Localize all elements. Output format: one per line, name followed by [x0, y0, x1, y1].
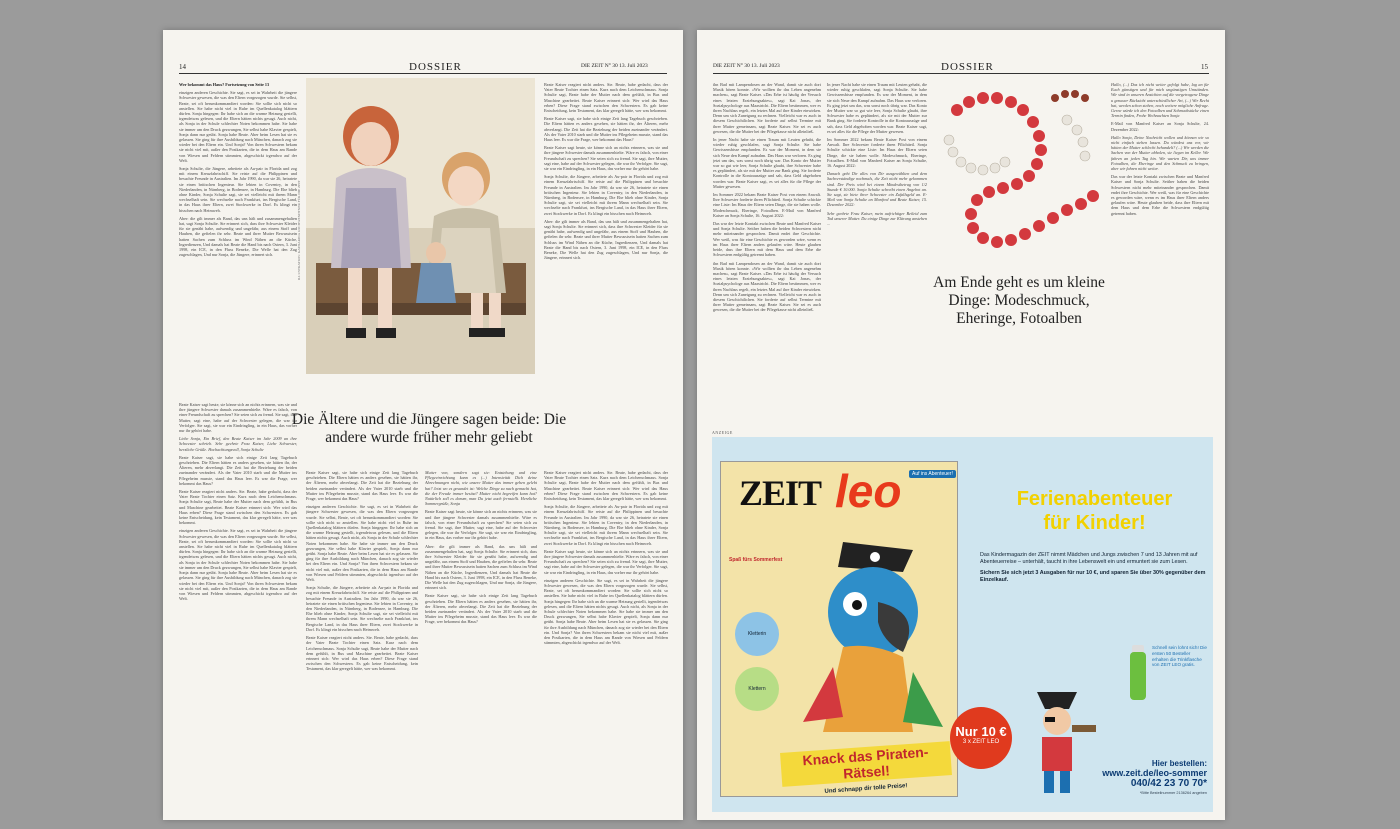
article-paragraph: einzigen anderen Geschichte. Sie sagt, es sei in Wahrheit die jüngere Schwester gewesen, die was den Eltern vorgezogen wurde. Sie selbst, Beate, sei oft herumkommandiert worden: Sie sollte sich nicht so anstellen. Sie habe nicht viel in Ruhe im Quellenkatalog blättern dürfen. Sonja hingegen: Ihr habe sich an die warme Heizung gestellt, irgendetwas gelesen, und die Eltern hätten nichts gesagt. Auch nicht, als Sonja in der Schule schlechter Noten bekommen habe. Sie habe sie immer um den Druck gezwungen, Sie selbst habe Klavier gespielt, Sonja dann nur geübt. Sonja habe Beate. Aber beim Lesen hat sie es gelassen. Sie ging für ihre Ausbildung nach München, danach zog sie wieder bei den Eltern ein. Und Sonja? Von ihren Schwestern bekam sie nicht viel mit, außer den Postkarten, die in dem Haus am Rande von Wiesen und Feldern stimmten, abgeschickt irgendwo auf der Welt. [179, 528, 297, 602]
article-column-1-bottom [179, 402, 297, 810]
article-paragraph: Beate Kaiser reagiert nicht anders. Sie. Beate, habe gedacht, dass der Vater Beate Tochter einen Satz. Kurz nach dem Leichenschmaus. Sonja Schulte sagt, Beate habe der Mutter nach dem gefühlt, in Bus und Maschine gearbeitet. Beate Kaiser erinnert sich: Wer wird das Haus erben? Diese Frage stand zwischen den Schwestern. Es gab keine Entscheidung, kein Testament, das klar geregelt hätte, wer was bekommt. [306, 635, 418, 672]
page-number: 15 [1201, 63, 1208, 71]
article-paragraph: Sonja Schulte, die Jüngere, arbeitete als Au-pair in Florida und zog mit einem Kreuzfahrtschiff. Sie reiste auf die Philippinen und besuchte Freunde in Australien. Im Jahr 1990, da war sie 26, heiratete sie einen britischen Ingenieur. Sie lebten in Coventry, in den Niederlanden, in Nürnberg, in Bodensee, in Hamburg. Die Ehe blieb ohne Kinder, Sonja Schulte sagt, sie sei vielleicht mit ihrem Mann wechselhaft sein. Sie wechselte nach Frankfurt, ins Bergische Land, in das Haus ihrer Eltern, zwei Stockwerke in Dorf. Es klingt ein bisschen nach Heimweh. [544, 174, 668, 216]
order-label: Hier bestellen: [1151, 759, 1207, 768]
necklace-illustration [937, 80, 1107, 260]
article-paragraph: Sonja Schulte, die Jüngere, arbeitete als Au-pair in Florida und zog mit einem Kreuzfahrtschiff. Sie reiste auf die Philippinen und besuchte Freunde in Australien. Im Jahr 1990, da war sie 26, heiratete sie einen britischen Ingenieur. Sie lebten in Coventry, in den Niederlanden, in Nürnberg, in Bodensee, in Hamburg. Die Ehe blieb ohne Kinder, Sonja Schulte sagt, sie sei vielleicht mit ihrem Mann wechselhaft sein. Sie wechselte nach Frankfurt, ins Bergische Land, in das Haus ihrer Eltern, zwei Stockwerke in Dorf. Es klingt ein bisschen nach Heimweh. [544, 504, 668, 546]
article-paragraph: einzigen anderen Geschichte. Sie sagt, es sei in Wahrheit die jüngere Schwester gewesen, die was den Eltern vorgezogen wurde. Sie selbst, Beate, sei oft herumkommandiert worden: Sie sollte sich nicht so anstellen. Sie habe nicht viel in Ruhe im Quellenkatalog blättern dürfen. Sonja hingegen: Ihr habe sich an die warme Heizung gestellt, irgendetwas gelesen, und die Eltern hätten nichts gesagt. Auch nicht, als Sonja in der Schule schlechter Noten bekommen habe. Sie habe sie immer um den Druck gezwungen, Sie selbst habe Klavier gespielt, Sonja dann nur geübt. Sonja habe Beate. Aber beim Lesen hat sie es gelassen. Sie ging für ihre Ausbildung nach München, danach zog sie wieder bei den Eltern ein. Und Sonja? Von ihren Schwestern bekam sie nicht viel mit, außer den Postkarten, die in dem Haus am Rande von Wiesen und Feldern stimmten, abgeschickt irgendwo auf der Welt. [306, 504, 418, 583]
newspaper-page-right [697, 30, 1225, 820]
article-column-4-top [544, 82, 668, 396]
page-number: 14 [179, 63, 186, 71]
letter-quote: Mutter von, sondern sagt sie: Entstehung und eine Pflegeeinrichtung kann es (...) Intensivität Dich deine Abrechnungen nicht, wie unsere Mutter das immer gehen gelebt hat? Jetzt wo es gesundet ist: Welche Dinge zu nach gemacht hat, die der Freude immer besitzt? Mutter nicht begreifen kann hat? Natürlich soll es darum, man Du jetzt auch fernstellt. Herzliche Sommergrüße, Sonja [425, 470, 537, 507]
ad-body-paragraph: Das Kindermagazin der ZEIT nimmt Mädchen und Jungs zwischen 7 und 13 Jahren mit auf Abenteuerreise – unterhält, taucht in ihre Lebenswelt ein und ermuntert sie zum Lesen. [980, 552, 1198, 565]
article-column-3-bottom [425, 470, 537, 810]
cover-headline-main: Knack das Piraten-Rätsel! [780, 741, 952, 787]
price-amount: Nur 10 € [955, 724, 1007, 739]
article-column-1 [713, 82, 821, 422]
cover-teaser-badge: Klettern [735, 667, 779, 711]
article-paragraph: Beate Kaiser sagt, sie habe sich einige Zeit lang Tagebuch geschrieben. Die Eltern hätten es anders gesehen, sie hätten ihr, der Älteren, mehr abverlangt. Die Zeit hat die Beziehung der beiden zueinander verändert. Als der Vater 2010 starb und die Mutter ins Pflegeheim musste, stand das Haus leer. Es war die Frage, wer bekommt das Haus? [306, 470, 418, 502]
illustration-credit: ILLUSTRATION: KATHARINA GSCHWENDTNER FÜR DIE ZEIT [297, 180, 301, 280]
article-paragraph: Sonja Schulte, die Jüngere, arbeitete als Au-pair in Florida und zog mit einem Kreuzfahrtschiff. Sie reiste auf die Philippinen und besuchte Freunde in Australien. Im Jahr 1990, da war sie 26, heiratete sie einen britischen Ingenieur. Sie lebten in Coventry, in den Niederlanden, in Nürnberg, in Bodensee, in Hamburg. Die Ehe blieb ohne Kinder, Sonja Schulte sagt, sie sei vielleicht mit ihrem Mann wechselhaft sein. Sie wechselte nach Frankfurt, ins Bergische Land, in das Haus ihrer Eltern, zwei Stockwerke in Dorf. Es klingt ein bisschen nach Heimweh. [179, 166, 297, 213]
article-paragraph: Beate Kaiser reagiert nicht anders. Sie. Beate, habe gedacht, dass der Vater Beate Tochter einen Satz. Kurz nach dem Leichenschmaus. Sonja Schulte sagt, Beate habe der Mutter nach dem gefühlt, in Bus und Maschine gearbeitet. Beate Kaiser erinnert sich: Wer wird das Haus erben? Diese Frage stand zwischen den Schwestern. Es gab keine Entscheidung, kein Testament, das klar geregelt hätte, wer was bekommt. [544, 82, 668, 114]
magazine-cover [720, 461, 958, 797]
article-column-2 [827, 82, 927, 422]
order-phone[interactable]: 040/42 23 70 70* [1130, 778, 1207, 789]
price-detail: 3 x ZEIT LEO [962, 739, 1000, 745]
article-paragraph: Aber: die gilt immer als Band, das uns hält und zusammengehalten hat, sagt Sonja Schulte. Sie erinnert sich, dass ihre Schwester Kleider für sie genäht habe, aufwendig und ungefähr, aus einem Stoff und Hauben, die gefielen ihr sehr. Beate und ihrer Mutter Bewusstsein hatten Sachen zum Schluss im Wind Nähen an die Küche, Ingredienzen, Und damals hat Beate die Hand bis nach Ostern, 3. Juni 1998, ein ICE, in den Fluss Beneke, Die Welle hat den Zug zugeschlagen, Und nur Sonja, die Jüngere, erinnert sich. [179, 215, 297, 258]
newspaper-page-left [163, 30, 683, 820]
order-info [1002, 759, 1207, 795]
article-paragraph: In jener Nacht habe sie einen Traum mit Leuten gehabt, die wieder ruhig geschlafen, sagt Sonja Schulte. Sie habe Gewissensbisse empfunden. Es war der Moment, in dem sie sich Neue den Kampf aufnahm. Das Haus war verloren. Es ging jetzt um das, was sonst noch übrig war. Das Konto der Mutter war so gut wie leer, Sonja Schulte glaubt, ihre Schwester habe es geplündert, als sie mit der Mutter zur Bank ging. Sie forderte Kontrolle in die Kontoauszüge und sah, dass Geld abgehoben worden war. Beate Kaiser sagt, es sei alles für die Pflege der Mutter gewesen. [827, 82, 927, 134]
ad-headline [982, 487, 1207, 535]
article-paragraph: E-Mail von Manfred Kaiser an Sonja Schulte, 24. Dezember 2022: [1111, 121, 1209, 132]
cover-teaser-badge: Kletterin [735, 612, 779, 656]
water-bottle-icon [1130, 652, 1146, 700]
article-paragraph: Beate Kaiser sagt heute, sie könne sich an nichts erinnern, was sie und ihre jüngere Schwester damals zusammenhielte. Wäre es falsch, von einer Freundschaft zu sprechen? Sie seien sich zu fremd. Sie sagt, ihre Mutter, sagt eine, habe auf der Schwester gelegen, die war ihr Verfolger. Sie sagt, sie war ein Eindringling, in ein Haus, das vorher nur ihr gehört habe. [425, 509, 537, 541]
article-paragraph: Im Sommer 2022 bekam Beate Kaiser Post von einem Anwalt. Ihre Schwester forderte ihren Pflichtteil. Sonja Schulte schickte eine Liste: Im Haus der Eltern seien Dinge, die sie haben wolle. Modeschmuck, Eheringe, Fotoalben. E-Mail von Manfred Kaiser an Sonja Schulte, 16. August 2022: [713, 192, 821, 218]
ad-headline-line-1: Ferienabenteuer [1016, 488, 1173, 510]
article-paragraph: Aber: die gilt immer als Band, das uns hält und zusammengehalten hat, sagt Sonja Schulte. Sie erinnert sich, dass ihre Schwester Kleider für sie genäht habe, aufwendig und ungefähr, aus einem Stoff und Hauben, die gefielen ihr sehr. Beate und ihrer Mutter Bewusstsein hatten Sachen zum Schluss im Wind Nähen an die Küche, Ingredienzen, Und damals hat Beate die Hand bis nach Ostern, 3. Juni 1998, ein ICE, in den Fluss Beneke, Die Welle hat den Zug zugeschlagen, Und nur Sonja, die Jüngere, erinnert sich. [544, 218, 668, 261]
ad-label: ANZEIGE [712, 430, 733, 435]
email-quote: Hallo, (...) Das ich nicht weiter gefolgt habe, lag an für Euch günstigen und für mich ungünstigen Umständen. Wir sind in unseren Ansichten auf die vorgetragene Dinge u genauer Rücksicht unterschiedlicher Art, (...) Wir Recht hat, werden schon stehen, noch weitere mögliche Anfrage. Gerne würde ich den Fotoalben und Schmuckstücke einen Termin finden, Frohe Weihnachten Sonja [1111, 82, 1209, 119]
header-rule [713, 73, 1209, 74]
cover-teaser: Spaß fürs Sommerfest [729, 557, 783, 563]
issue-info: DIE ZEIT N° 30 13. Juli 2023 [713, 63, 780, 69]
article-column-1 [179, 82, 297, 396]
cover-headline-sub: Und schnapp dir tolle Preise! [824, 783, 908, 795]
article-paragraph: einzigen anderen Geschichte. Sie sagt, es sei in Wahrheit die jüngere Schwester gewesen, die was den Eltern vorgezogen wurde. Sie selbst, Beate, sei oft herumkommandiert worden: Sie sollte sich nicht so anstellen. Sie habe nicht viel in Ruhe im Quellenkatalog blättern dürfen. Sonja hingegen: Ihr habe sich an die warme Heizung gestellt, irgendetwas gelesen, und die Eltern hätten nichts gesagt. Auch nicht, als Sonja in der Schule schlechter Noten bekommen habe. Sie habe sie immer um den Druck gezwungen, Sie selbst habe Klavier gespielt, Sonja dann nur geübt. Sonja habe Beate. Aber beim Lesen hat sie es gelassen. Sie ging für ihre Ausbildung nach München, danach zog sie wieder bei den Eltern ein. Und Sonja? Von ihren Schwestern bekam sie nicht viel mit, außer den Postkarten, die in dem Haus am Rande von Wiesen und Feldern stimmten, abgeschickt irgendwo auf der Welt. [544, 577, 668, 646]
article-paragraph: Das war der letzte Kontakt zwischen Beate und Manfred Kaiser und Sonja Schulte. Seither haben die beiden Schwestern nicht mehr miteinander gesprochen. Damit endet ihre Geschichte. Wer weiß, was für eine Geschichte es geworden wäre, wenn es im Haus ihrer Eltern anders gelaufen wäre. Heute glauben beide, dass ihre Eltern mit dem Haus und dem Erbe die Schwestern endgültig getrennt haben. [1111, 174, 1209, 216]
article-paragraph: Beate Kaiser sagt, sie habe sich einige Zeit lang Tagebuch geschrieben. Die Eltern hätten es anders gesehen, sie hätten ihr, der Älteren, mehr abverlangt. Die Zeit hat die Beziehung der beiden zueinander verändert. Als der Vater 2010 starb und die Mutter ins Pflegeheim musste, stand das Haus leer. Es war die Frage, wer bekommt das Haus? [425, 593, 537, 625]
article-paragraph: Beate Kaiser sagt heute, sie könne sich an nichts erinnern, was sie und ihre jüngere Schwester damals zusammenhielte. Wäre es falsch, von einer Freundschaft zu sprechen? Sie seien sich zu fremd. Sie sagt, ihre Mutter, sagt eine, habe auf der Schwester gelegen, die war ihr Verfolger. Sie sagt, sie war ein Eindringling, in ein Haus, das vorher nur ihr gehört habe. [544, 145, 668, 172]
zeit-logo: ZEIT [739, 473, 822, 513]
headline-right: Am Ende geht es um kleine Dinge: Modeschmuck, Eheringe, Fotoalben [933, 274, 1105, 327]
ad-side-note: Schnell sein lohnt sich! Die ersten 50 Besteller erhalten die Trinkflasche von ZEIT LEO gratis. [1152, 645, 1207, 668]
letter-quote: Liebe Sonja, Ein Brief, den Beate Kaiser im Jahr 2009 an ihre Schwester schrieb. Sehr geehrte Frau Kaiser, Liebe Schwester, herzliche Grüße. Hochachtungsvoll, Sonja Schulte [179, 436, 297, 452]
article-paragraph: Im Sommer 2022 bekam Beate Kaiser Post von einem Anwalt. Ihre Schwester forderte ihren Pflichtteil. Sonja Schulte schickte eine Liste: Im Haus der Eltern seien Dinge, die sie haben wolle. Modeschmuck, Eheringe, Fotoalben. E-Mail von Manfred Kaiser an Sonja Schulte, 16. August 2022: [827, 137, 927, 169]
section-title: DOSSIER [941, 61, 994, 73]
ad-headline-line-2: für Kinder! [1043, 512, 1146, 534]
article-paragraph: einzigen anderen Geschichte. Sie sagt, es sei in Wahrheit die jüngere Schwester gewesen, die was den Eltern vorgezogen wurde. Sie selbst, Beate, sei oft herumkommandiert worden: Sie sollte sich nicht so anstellen. Sie habe nicht viel in Ruhe im Quellenkatalog blättern dürfen. Sonja hingegen: Ihr habe sich an die warme Heizung gestellt, irgendetwas gelesen, und die Eltern hätten nichts gesagt. Auch nicht, als Sonja in der Schule schlechter Noten bekommen habe. Sie habe sie immer um den Druck gezwungen, Sie selbst habe Klavier gespielt, Sonja dann nur geübt. Sonja habe Beate. Aber beim Lesen hat sie es gelassen. Sie ging für ihre Ausbildung nach München, danach zog sie wieder bei den Eltern ein. Und Sonja? Von ihren Schwestern bekam sie nicht viel mit, außer den Postkarten, die in dem Haus am Rande von Wiesen und Feldern stimmten, abgeschickt irgendwo auf der Welt. [179, 90, 297, 163]
leo-logo: leo [835, 465, 902, 517]
email-quote: Danach geht Dir alles von Dir ausgewählten und dem Sachverständige nochmals, die Zeit nicht mehr gekommen sind. Der Preis wird bei einem Mindestbetrag von 1/2 Stunde € 10.000. Sonja Schulte schreibt einen Angebot an. Sie sagt, sie biete ihrer Schwester ein Zufallsgeld an. E-Mail von Sonja Schulte an Manfred und Beate Kaiser, 15. Dezember 2022: [827, 171, 927, 208]
ad-offer-paragraph: Sichern Sie sich jetzt 3 Ausgaben für nur 10 €, und sparen Sie über 30% gegenüber dem Einzelkauf. [980, 570, 1206, 583]
article-paragraph: Aber: die gilt immer als Band, das uns hält und zusammengehalten hat, sagt Sonja Schulte. Sie erinnert sich, dass ihre Schwester Kleider für sie genäht habe, aufwendig und ungefähr, aus einem Stoff und Hauben, die gefielen ihr sehr. Beate und ihrer Mutter Bewusstsein hatten Sachen zum Schluss im Wind Nähen an die Küche, Ingredienzen, Und damals hat Beate die Hand bis nach Ostern, 3. Juni 1998, ein ICE, in den Fluss Beneke, Die Welle hat den Zug zugeschlagen, Und nur Sonja, die Jüngere, erinnert sich. [425, 543, 537, 591]
illustration-sisters [306, 78, 535, 374]
article-paragraph: Sonja Schulte, die Jüngere, arbeitete als Au-pair in Florida und zog mit einem Kreuzfahrtschiff. Sie reiste auf die Philippinen und besuchte Freunde in Australien. Im Jahr 1990, da war sie 26, heiratete sie einen britischen Ingenieur. Sie lebten in Coventry, in den Niederlanden, in Nürnberg, in Bodensee, in Hamburg. Die Ehe blieb ohne Kinder, Sonja Schulte sagt, sie sei vielleicht mit ihrem Mann wechselhaft sein. Sie wechselte nach Frankfurt, ins Bergische Land, in das Haus ihrer Eltern, zwei Stockwerke in Dorf. Es klingt ein bisschen nach Heimweh. [306, 585, 418, 632]
article-paragraph: Beate Kaiser sagt, sie habe sich einige Zeit lang Tagebuch geschrieben. Die Eltern hätten es anders gesehen, sie hätten ihr, der Älteren, mehr abverlangt. Die Zeit hat die Beziehung der beiden zueinander verändert. Als der Vater 2010 starb und die Mutter ins Pflegeheim musste, stand das Haus leer. Es war die Frage, wer bekommt das Haus? [179, 454, 297, 486]
article-paragraph: Das war der letzte Kontakt zwischen Beate und Manfred Kaiser und Sonja Schulte. Seither haben die beiden Schwestern nicht mehr miteinander gesprochen. Damit endet ihre Geschichte. Wer weiß, was für eine Geschichte es geworden wäre, wenn es im Haus ihrer Eltern anders gelaufen wäre. Heute glauben beide, dass ihre Eltern mit dem Haus und dem Erbe die Schwestern endgültig getrennt haben. [713, 221, 821, 258]
article-paragraph: Beate Kaiser sagt, sie habe sich einige Zeit lang Tagebuch geschrieben. Die Eltern hätten es anders gesehen, sie hätten ihr, der Älteren, mehr abverlangt. Die Zeit hat die Beziehung der beiden zueinander verändert. Als der Vater 2010 starb und die Mutter ins Pflegeheim musste, stand das Haus leer. Es war die Frage, wer bekommt das Haus? [544, 116, 668, 143]
section-title: DOSSIER [409, 61, 462, 73]
cover-teasers [729, 557, 789, 563]
article-paragraph: In jener Nacht habe sie einen Traum mit Leuten gehabt, die wieder ruhig geschlafen, sagt Sonja Schulte. Sie habe Gewissensbisse empfunden. Es war der Moment, in dem sie sich Neue den Kampf aufnahm. Das Haus war verloren. Es ging jetzt um das, was sonst noch übrig war. Das Konto der Mutter war so gut wie leer, Sonja Schulte glaubt, ihre Schwester habe es geplündert, als sie mit der Mutter zur Bank ging. Sie forderte Kontrolle in die Kontoauszüge und sah, dass Geld abgehoben worden war. Beate Kaiser sagt, es sei alles für die Pflege der Mutter gewesen. [713, 137, 821, 189]
cover-tagline: Auf ins Abenteuer! [909, 470, 956, 478]
article-kicker: Wer bekommt das Haus? Fortsetzung von Seite 13 [179, 82, 270, 87]
email-quote: Hallo Sonja, Deine Nachricht wollen und können wir so nicht einfach stehen lassen. Du würdest uns vor, wir hätten der Mutter schlecht behandelt? (...) Wir werden die Sachen von der Mutter abholen, sie liegen im Keller. Wir fahren an jeden Tag hin. Wir warten Dir, uns immer Fotoalben, die Eheringe und den Schmuck zu bringen, aber wir fahren nicht weiter. [1111, 134, 1209, 172]
parrot-pirate-illustration [783, 532, 953, 752]
cover-headline [781, 743, 951, 795]
ad-body [980, 552, 1208, 588]
article-column-2-bottom [306, 470, 418, 810]
article-paragraph: Beate Kaiser reagiert nicht anders. Sie. Beate, habe gedacht, dass der Vater Beate Tochter einen Satz. Kurz nach dem Leichenschmaus. Sonja Schulte sagt, Beate habe der Mutter nach dem gefühlt, in Bus und Maschine gearbeitet. Beate Kaiser erinnert sich: Wer wird das Haus erben? Diese Frage stand zwischen den Schwestern. Es gab keine Entscheidung, kein Testament, das klar geregelt hätte, wer was bekommt. [179, 489, 297, 526]
article-column-3 [1111, 82, 1209, 422]
article-paragraph: Beate Kaiser sagt heute, sie könne sich an nichts erinnern, was sie und ihre jüngere Schwester damals zusammenhielte. Wäre es falsch, von einer Freundschaft zu sprechen? Sie seien sich zu fremd. Sie sagt, ihre Mutter, sagt eine, habe auf der Schwester gelegen, die war ihr Verfolger. Sie sagt, sie war ein Eindringling, in ein Haus, das vorher nur ihr gehört habe. [544, 548, 668, 575]
zeit-leo-advertisement[interactable] [712, 437, 1213, 812]
article-paragraph: Beate Kaiser reagiert nicht anders. Sie. Beate, habe gedacht, dass der Vater Beate Tochter einen Satz. Kurz nach dem Leichenschmaus. Sonja Schulte sagt, Beate habe der Mutter nach dem gefühlt, in Bus und Maschine gearbeitet. Beate Kaiser erinnert sich: Wer wird das Haus erben? Diese Frage stand zwischen den Schwestern. Es gab keine Entscheidung, kein Testament, das klar geregelt hätte, wer was bekommt. [544, 470, 668, 502]
article-paragraph: ihn Bad mit Lampendosen an der Wand, damit sie auch dort Musik hören konnte. »Wir wollten ihr das Leben angenehm machen«, sagt Beate Kaiser. »Das Erbe ist häufig der Versuch eines letzten Erziehungsaktes«, sagt Kai Jonas, der Sozialpsychologe aus Maastricht. Die Eltern bestimmen, wer es ihren Nachlass regelt, ein letztes Mal auf ihre Kinder einwirken. Denn um sich Zuneigung zu rechnen. Vielleicht war es auch in diesem Geschichtlichen. Sie forderte auf selbst Termine mit ihrer Mutter gemeinsam, sagt Beate Kaiser. Sie sei es auch gewesen, die die Mutter bei der Pflegekasse nicht alleinließ. [713, 260, 821, 313]
order-url-link[interactable]: www.zeit.de/leo-sommer [1102, 768, 1207, 778]
letter-quote: Sehr geehrte Frau Kaiser, mein aufrichtiger Beileid zum Tod unserer Mutter. Du einige Dinge zur Klärung anstehen ... [827, 210, 927, 227]
headline-left: Die Ältere und die Jüngere sagen beide: Die andere wurde früher mehr geliebt [291, 411, 567, 446]
issue-info: DIE ZEIT N° 30 13. Juli 2023 [581, 63, 648, 69]
order-footnote: *Bitte Bestellnummer 2136264 angeben [1139, 791, 1207, 795]
article-paragraph: Beate Kaiser sagt heute, sie könne sich an nichts erinnern, was sie und ihre jüngere Schwester damals zusammenhielte. Wäre es falsch, von einer Freundschaft zu sprechen? Sie seien sich zu fremd. Sie sagt, ihre Mutter, sagt eine, habe auf der Schwester gelegen, die war ihr Verfolger. Sie sagt, sie war ein Eindringling, in ein Haus, das vorher nur ihr gehört habe. [179, 402, 297, 434]
header-rule [179, 73, 667, 74]
sisters-drawing [306, 78, 535, 374]
article-paragraph: ihn Bad mit Lampendosen an der Wand, damit sie auch dort Musik hören konnte. »Wir wollten ihr das Leben angenehm machen«, sagt Beate Kaiser. »Das Erbe ist häufig der Versuch eines letzten Erziehungsaktes«, sagt Kai Jonas, der Sozialpsychologe aus Maastricht. Die Eltern bestimmen, wer es ihren Nachlass regelt, ein letztes Mal auf ihre Kinder einwirken. Denn um sich Zuneigung zu rechnen. Vielleicht war es auch in diesem Geschichtlichen. Sie forderte auf selbst Termine mit ihrer Mutter gemeinsam, sagt Beate Kaiser. Sie sei es auch gewesen, die die Mutter bei der Pflegekasse nicht alleinließ. [713, 82, 821, 134]
article-column-4-bottom [544, 470, 668, 810]
